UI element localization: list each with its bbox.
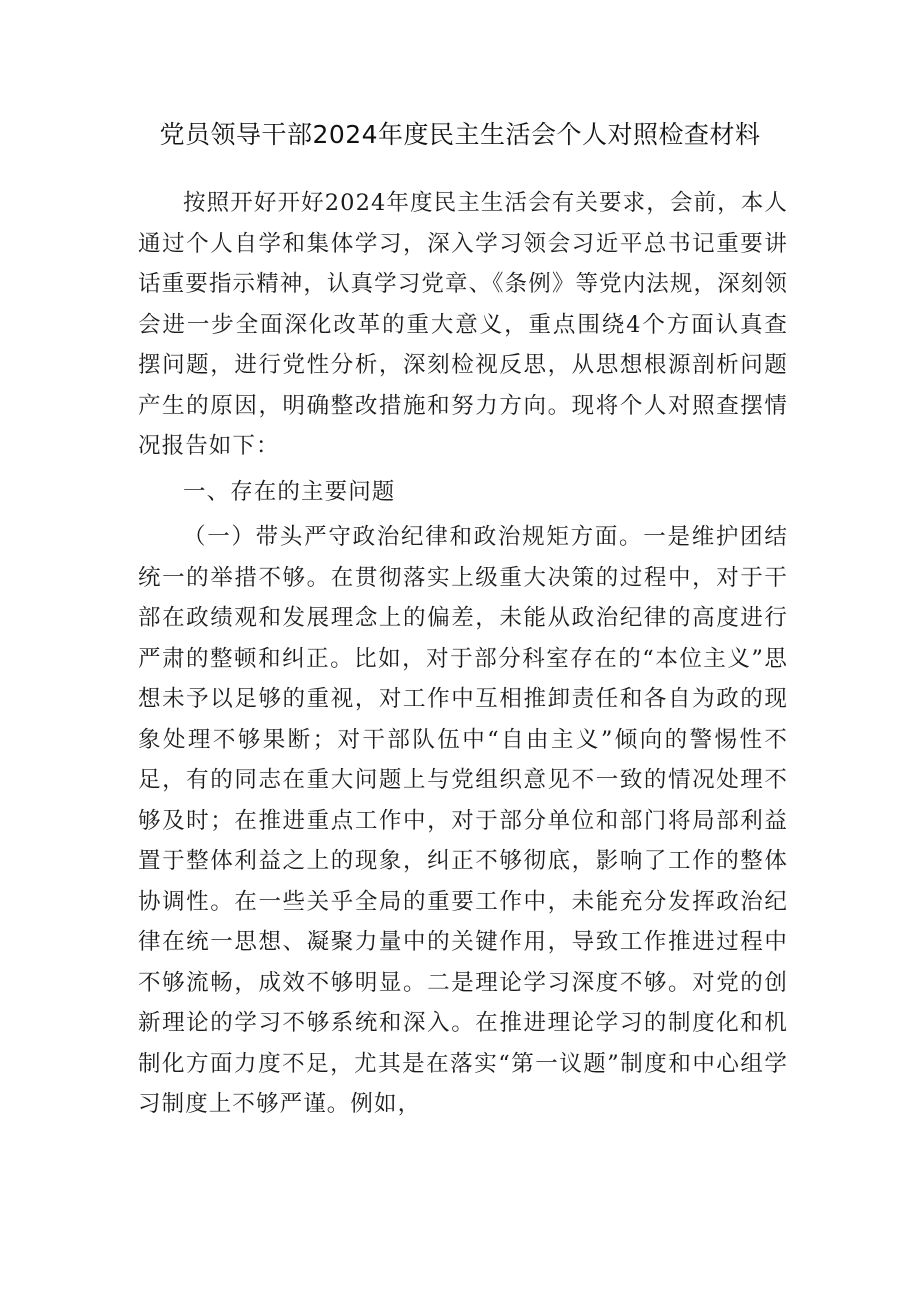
document-title: 党员领导干部2024年度民主生活会个人对照检查材料 [159,120,761,149]
document-body [138,183,788,1125]
section-paragraph: （一）带头严守政治纪律和政治规矩方面。一是维护团结统一的举措不够。在贯彻落实上级重大决策的过程中，对于干部在政绩观和发展理念上的偏差，未能从政治纪律的高度进行严肃的整顿和纠正。比如，对于部分科室存在的“本位主义”思想未予以足够的重视，对工作中互相推卸责任和各自为政的现象处理不够果断；对干部队伍中“自由主义”倾向的警惕性不足，有的同志在重大问题上与党组织意见不一致的情况处理不够及时；在推进重点工作中，对于部分单位和部门将局部利益置于整体利益之上的现象，纠正不够彻底，影响了工作的整体协调性。在一些关乎全局的重要工作中，未能充分发挥政治纪律在统一思想、凝聚力量中的关键作用，导致工作推进过程中不够流畅，成效不够明显。二是理论学习深度不够。对党的创新理论的学习不够系统和深入。在推进理论学习的制度化和机制化方面力度不足，尤其是在落实“第一议题”制度和中心组学习制度上不够严谨。例如， [138,524,788,1117]
intro-paragraph: 按照开好开好2024年度民主生活会有关要求，会前，本人通过个人自学和集体学习，深入学习领会习近平总书记重要讲话重要指示精神，认真学习党章、《条例》等党内法规，深刻领会进一步全面深化改革的重大意义，重点围绕4个方面认真查摆问题，进行党性分析，深刻检视反思，从思想根源剖析问题产生的原因，明确整改措施和努力方向。现将个人对照查摆情况报告如下： [138,190,788,459]
section-heading: 一、存在的主要问题 [183,478,396,505]
